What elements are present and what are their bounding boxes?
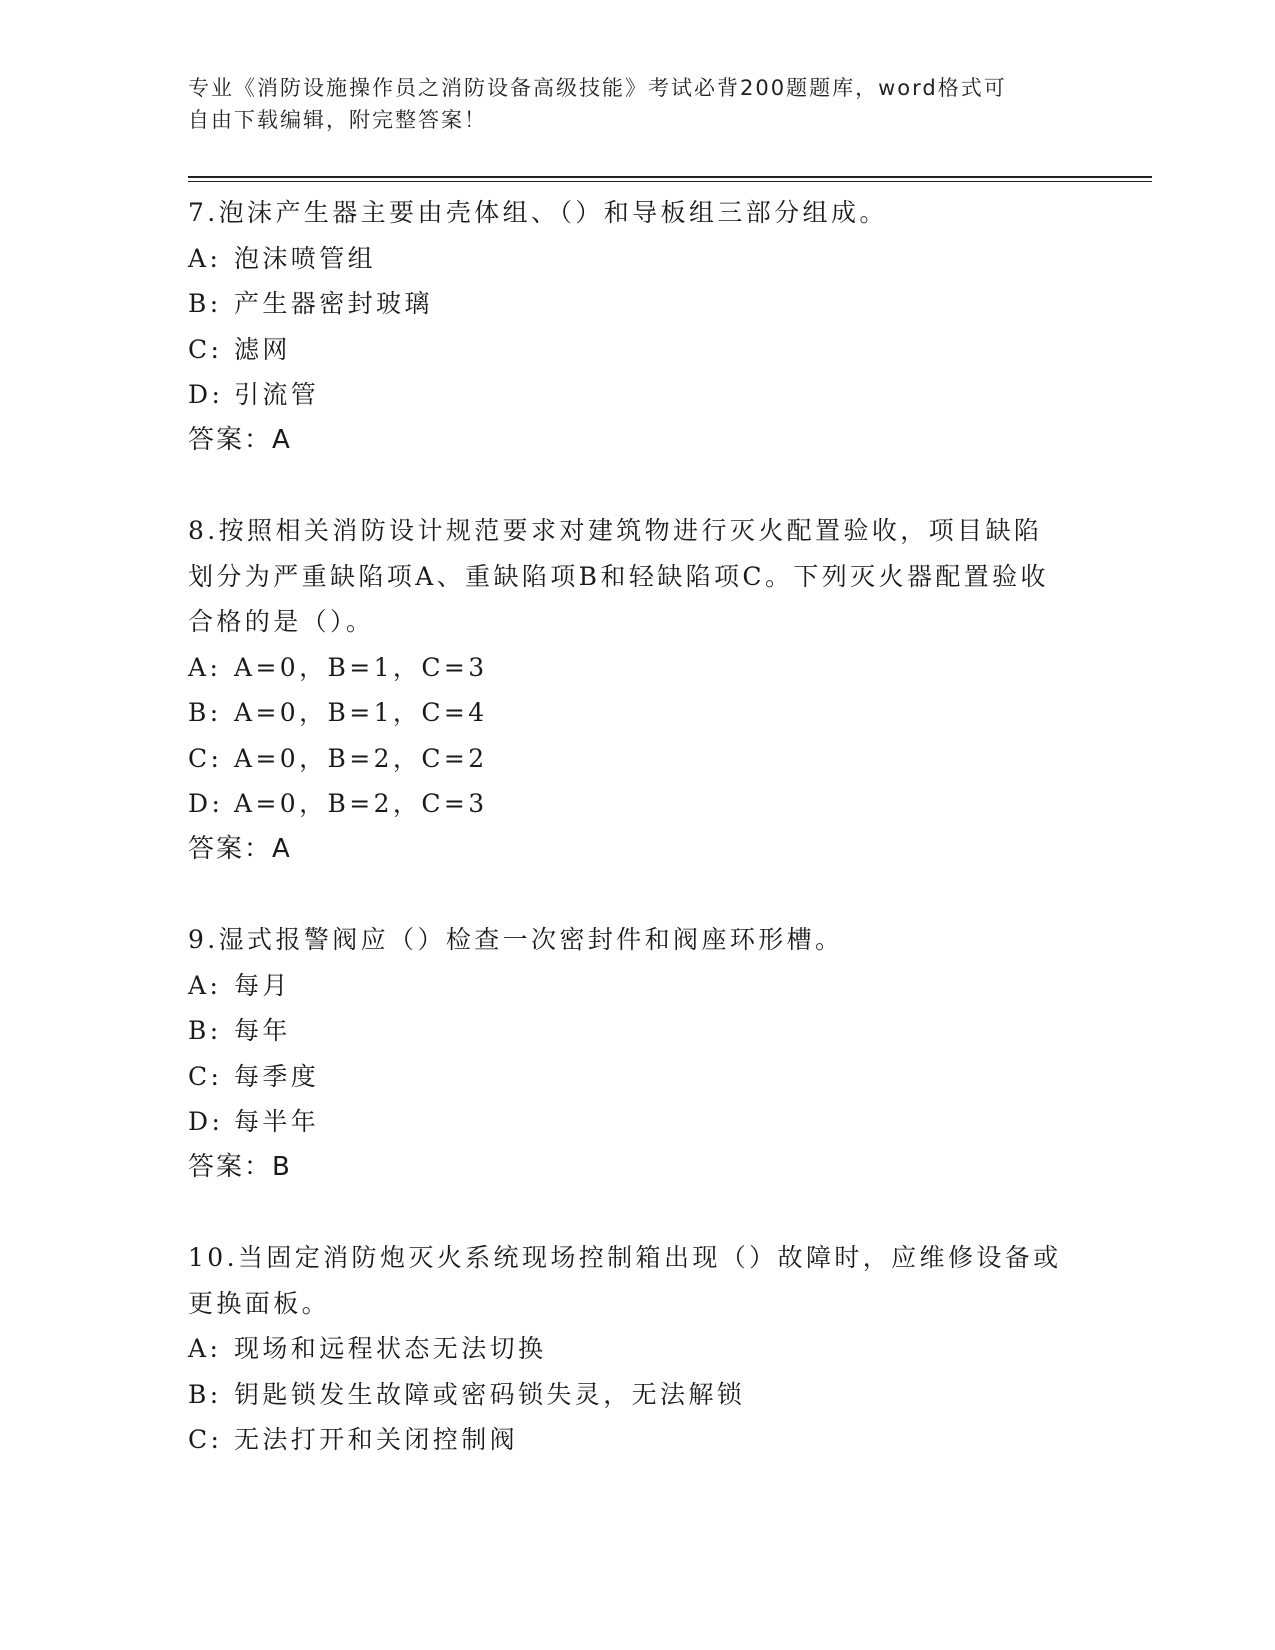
option-text: A=0，B=2，C=3 [234, 789, 488, 818]
option-c [188, 736, 1088, 782]
option-letter: D: [188, 380, 224, 409]
question-10 [188, 1235, 1088, 1463]
option-c [188, 1054, 1088, 1100]
header-line-1: 专业《消防设施操作员之消防设备高级技能》考试必背200题题库，word格式可 [188, 76, 1007, 100]
option-letter: B: [188, 289, 222, 318]
option-letter: B: [188, 698, 222, 727]
option-a [188, 963, 1088, 1009]
question-text: 9.湿式报警阀应（）检查一次密封件和阀座环形槽。 [188, 925, 844, 954]
question-9 [188, 917, 1088, 1190]
option-letter: C: [188, 1425, 223, 1454]
option-text: 产生器密封玻璃 [234, 289, 433, 318]
answer-line: 答案：B [188, 1151, 292, 1182]
option-b [188, 690, 1088, 736]
option-letter: A: [188, 970, 222, 1000]
answer-line: 答案：A [188, 424, 292, 455]
option-c [188, 1417, 1088, 1463]
question-text: 7.泡沫产生器主要由壳体组、（）和导板组三部分组成。 [188, 198, 888, 227]
option-text: A=0，B=1，C=4 [234, 698, 488, 727]
option-text: 滤网 [234, 334, 291, 364]
question-text-line-2: 划分为严重缺陷项A、重缺陷项B和轻缺陷项C。下列灭火器配置验收 [188, 561, 1049, 591]
option-b [188, 1008, 1088, 1054]
option-text: 无法打开和关闭控制阀 [234, 1425, 519, 1454]
option-a [188, 645, 1088, 691]
option-a [188, 1326, 1088, 1372]
header-line-2: 自由下载编辑，附完整答案！ [188, 108, 487, 132]
question-text-line-3: 合格的是（）。 [188, 607, 375, 636]
option-d [188, 781, 1088, 827]
option-letter: B: [188, 1016, 222, 1045]
question-spacer [188, 1190, 1088, 1235]
option-letter: A: [188, 243, 222, 273]
question-8 [188, 508, 1088, 872]
option-text: 每半年 [234, 1107, 320, 1136]
question-spacer [188, 463, 1088, 508]
option-text: 钥匙锁发生故障或密码锁失灵，无法解锁 [234, 1379, 746, 1409]
option-c [188, 327, 1088, 373]
option-letter: C: [188, 334, 223, 364]
option-text: 每月 [234, 970, 291, 1000]
option-text: 泡沫喷管组 [234, 243, 377, 273]
option-letter: A: [188, 1334, 222, 1363]
option-text: A=0，B=2，C=2 [234, 743, 488, 773]
option-a [188, 236, 1088, 282]
header-divider [188, 176, 1152, 178]
option-letter: C: [188, 743, 223, 773]
question-text-line-2: 更换面板。 [188, 1288, 331, 1318]
option-text: 引流管 [234, 380, 320, 409]
option-letter: A: [188, 652, 222, 682]
option-b [188, 281, 1088, 327]
option-text: A=0，B=1，C=3 [234, 652, 488, 682]
option-letter: D: [188, 1107, 224, 1136]
question-7 [188, 190, 1088, 463]
header-divider-thin [188, 181, 1152, 182]
question-text-line-1: 10.当固定消防炮灭火系统现场控制箱出现（）故障时，应维修设备或 [188, 1243, 1062, 1272]
document-header [188, 72, 1068, 136]
option-text: 每年 [234, 1016, 291, 1045]
option-letter: C: [188, 1061, 223, 1091]
option-b [188, 1372, 1088, 1418]
answer-line: 答案：A [188, 833, 292, 864]
option-text: 现场和远程状态无法切换 [234, 1334, 547, 1363]
option-d [188, 372, 1088, 418]
option-text: 每季度 [234, 1061, 320, 1091]
option-letter: B: [188, 1379, 222, 1409]
question-spacer [188, 872, 1088, 917]
option-d [188, 1099, 1088, 1145]
question-list [188, 190, 1088, 1463]
question-text-line-1: 8.按照相关消防设计规范要求对建筑物进行灭火配置验收，项目缺陷 [188, 516, 1043, 545]
option-letter: D: [188, 789, 224, 818]
